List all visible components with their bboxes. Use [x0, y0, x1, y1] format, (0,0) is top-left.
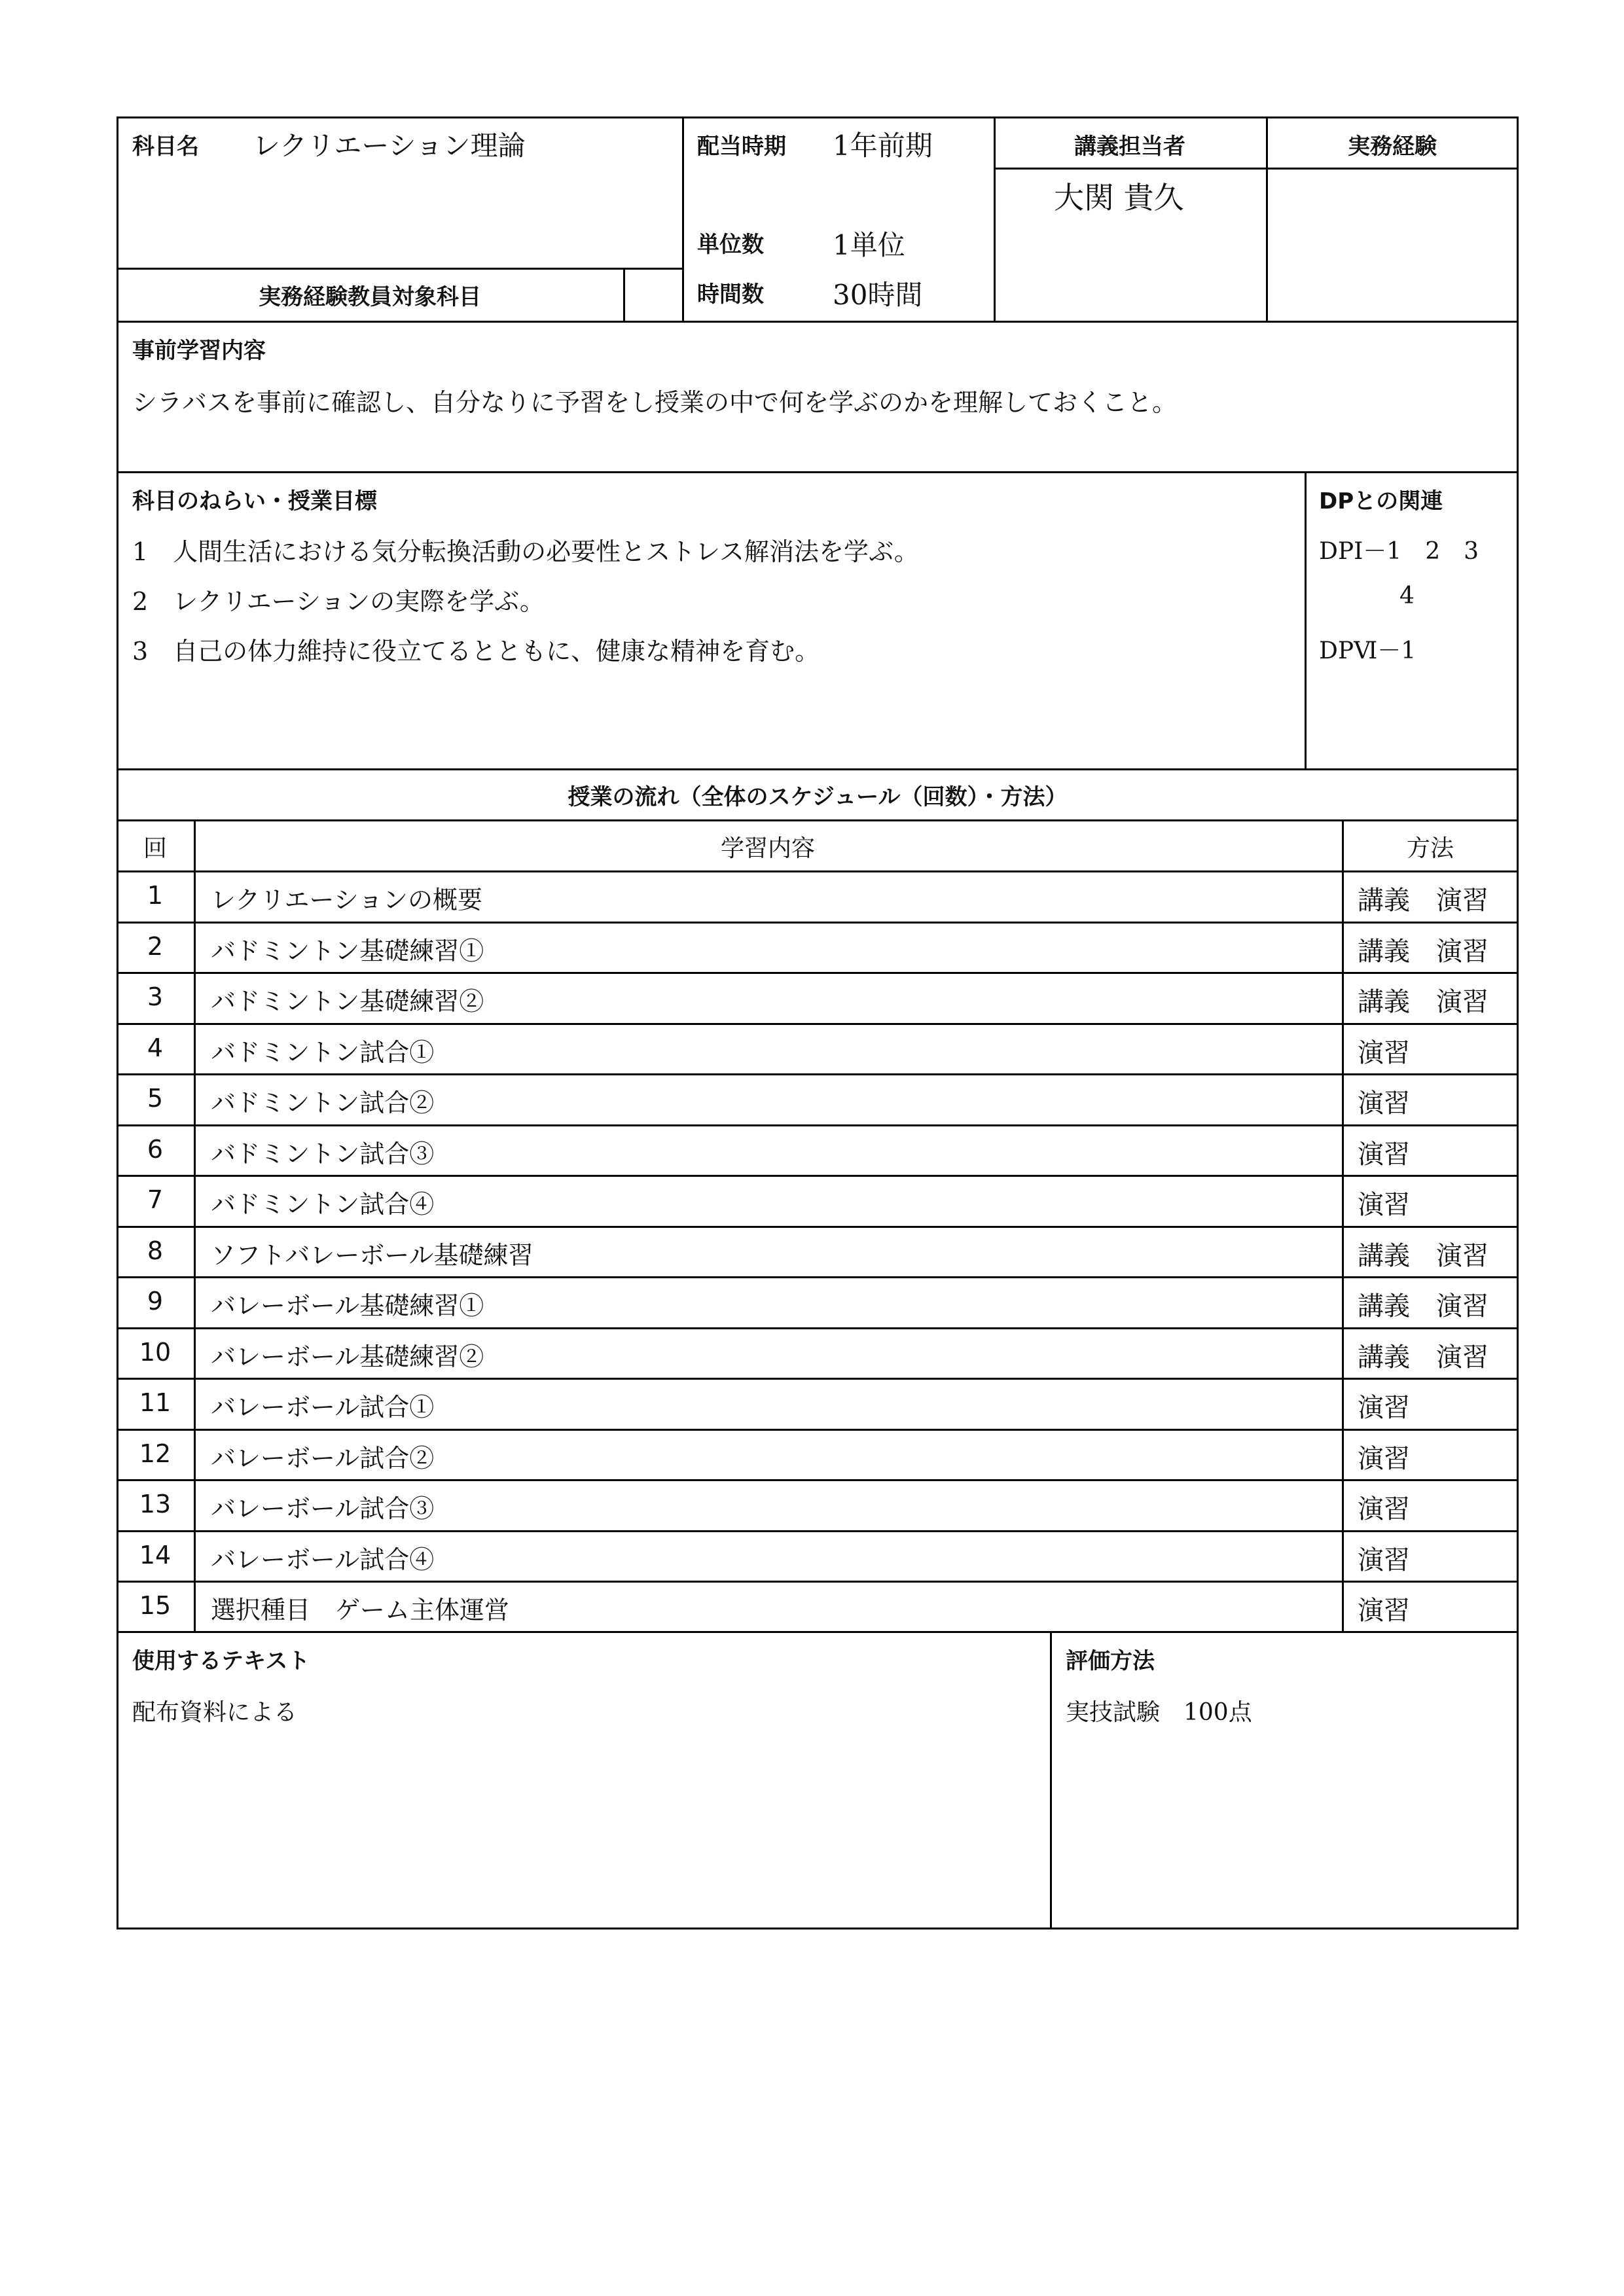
credits-label: 単位数	[697, 232, 764, 258]
dp-line-1: DPⅠ－1 2 3	[1319, 538, 1479, 565]
aims-label: 科目のねらい・授業目標	[132, 488, 377, 514]
row-divider	[117, 1023, 1519, 1025]
schedule-row-method: 演習	[1358, 1190, 1410, 1220]
row-divider	[117, 1479, 1519, 1481]
schedule-row-method: 講義 演習	[1358, 1291, 1489, 1321]
schedule-row-no: 8	[147, 1236, 164, 1265]
row-divider	[117, 1226, 1519, 1228]
schedule-row-no: 2	[147, 932, 164, 961]
schedule-row-no: 1	[147, 881, 164, 910]
schedule-row-no: 4	[147, 1033, 164, 1062]
schedule-row-no: 11	[139, 1388, 171, 1417]
row-divider	[117, 922, 1519, 924]
schedule-row-content: ソフトバレーボール基礎練習	[211, 1241, 533, 1270]
row-divider	[117, 1378, 1519, 1380]
row-divider	[117, 1581, 1519, 1583]
schedule-row-no: 7	[147, 1185, 164, 1214]
schedule-row-method: 演習	[1358, 1393, 1410, 1423]
row-divider	[117, 1327, 1519, 1329]
evaluation-value: 実技試験 100点	[1066, 1699, 1252, 1726]
aim-item-2: 2 レクリエーションの実際を学ぶ。	[132, 587, 545, 616]
schedule-row-content: バドミントン試合②	[211, 1088, 435, 1117]
schedule-row-method: 講義 演習	[1358, 987, 1489, 1017]
experience-label: 実務経験	[1348, 134, 1437, 160]
schedule-row-method: 演習	[1358, 1545, 1410, 1575]
schedule-row-no: 12	[139, 1439, 171, 1468]
row-divider	[117, 1073, 1519, 1075]
schedule-row-content: レクリエーションの概要	[211, 886, 482, 914]
schedule-row-content: バレーボール基礎練習①	[211, 1291, 484, 1320]
instructor-value: 大関 貴久	[1054, 180, 1184, 215]
schedule-row-content: バドミントン試合①	[211, 1038, 435, 1067]
schedule-row-no: 5	[147, 1084, 164, 1113]
schedule-row-content: バドミントン試合③	[211, 1139, 435, 1168]
schedule-bottom-border	[117, 1631, 1519, 1633]
schedule-row-no: 14	[139, 1541, 171, 1570]
schedule-row-method: 演習	[1358, 1038, 1410, 1068]
schedule-row-no: 10	[139, 1338, 171, 1367]
aim-item-1: 1 人間生活における気分転換活動の必要性とストレス解消法を学ぶ。	[132, 537, 919, 566]
schedule-row-content: バドミントン基礎練習②	[211, 987, 484, 1016]
dp-line-2: 4	[1399, 583, 1415, 609]
schedule-row-method: 演習	[1358, 1444, 1410, 1474]
col-header-no: 回	[143, 835, 167, 862]
row-divider	[117, 1175, 1519, 1177]
schedule-row-content: バドミントン基礎練習①	[211, 937, 484, 965]
hours-label: 時間数	[697, 281, 764, 308]
instructor-label: 講義担当者	[1074, 134, 1185, 160]
schedule-row-method: 講義 演習	[1358, 1241, 1489, 1271]
schedule-row-content: バレーボール基礎練習②	[211, 1342, 484, 1371]
schedule-row-content: バレーボール試合②	[211, 1444, 435, 1473]
row-divider	[117, 1530, 1519, 1532]
practical-subject-label: 実務経験教員対象科目	[259, 284, 481, 310]
evaluation-label: 評価方法	[1066, 1648, 1155, 1674]
subject-value: レクリエーション理論	[253, 130, 526, 162]
dp-label: DPとの関連	[1319, 488, 1443, 514]
credits-value: 1単位	[833, 229, 905, 261]
schedule-row-no: 15	[139, 1591, 171, 1620]
hours-value: 30時間	[833, 279, 923, 311]
schedule-row-method: 演習	[1358, 1596, 1410, 1626]
schedule-row-no: 3	[147, 982, 164, 1011]
dp-line-3: DPⅥ－1	[1319, 637, 1416, 664]
text-value: 配布資料による	[132, 1699, 298, 1726]
prep-label: 事前学習内容	[132, 338, 266, 364]
schedule-row-method: 演習	[1358, 1494, 1410, 1524]
schedule-row-content: 選択種目 ゲーム主体運営	[211, 1596, 510, 1624]
schedule-row-method: 講義 演習	[1358, 1342, 1489, 1372]
text-label: 使用するテキスト	[132, 1648, 310, 1674]
col-header-content: 学習内容	[720, 835, 815, 862]
period-label: 配当時期	[697, 134, 786, 160]
col-header-method: 方法	[1406, 835, 1454, 862]
period-value: 1年前期	[833, 130, 933, 162]
row-divider	[117, 1124, 1519, 1126]
row-divider	[117, 870, 1519, 872]
row-divider	[117, 1429, 1519, 1431]
schedule-row-content: バレーボール試合③	[211, 1494, 435, 1523]
schedule-row-content: バドミントン試合④	[211, 1190, 435, 1219]
schedule-row-method: 演習	[1358, 1139, 1410, 1170]
schedule-row-content: バレーボール試合④	[211, 1545, 435, 1574]
schedule-row-no: 9	[147, 1287, 164, 1316]
row-divider	[117, 972, 1519, 974]
schedule-row-method: 講義 演習	[1358, 937, 1489, 967]
aim-item-3: 3 自己の体力維持に役立てるとともに、健康な精神を育む。	[132, 637, 820, 666]
schedule-row-method: 講義 演習	[1358, 886, 1489, 916]
schedule-row-no: 13	[139, 1490, 171, 1518]
schedule-row-method: 演習	[1358, 1088, 1410, 1119]
subject-label: 科目名	[132, 134, 199, 160]
row-divider	[117, 1276, 1519, 1278]
prep-text: シラバスを事前に確認し、自分なりに予習をし授業の中で何を学ぶのかを理解しておくこと。	[132, 388, 1178, 417]
schedule-title: 授業の流れ（全体のスケジュール（回数）・方法）	[568, 784, 1068, 810]
schedule-row-no: 6	[147, 1135, 164, 1164]
schedule-row-content: バレーボール試合①	[211, 1393, 435, 1422]
